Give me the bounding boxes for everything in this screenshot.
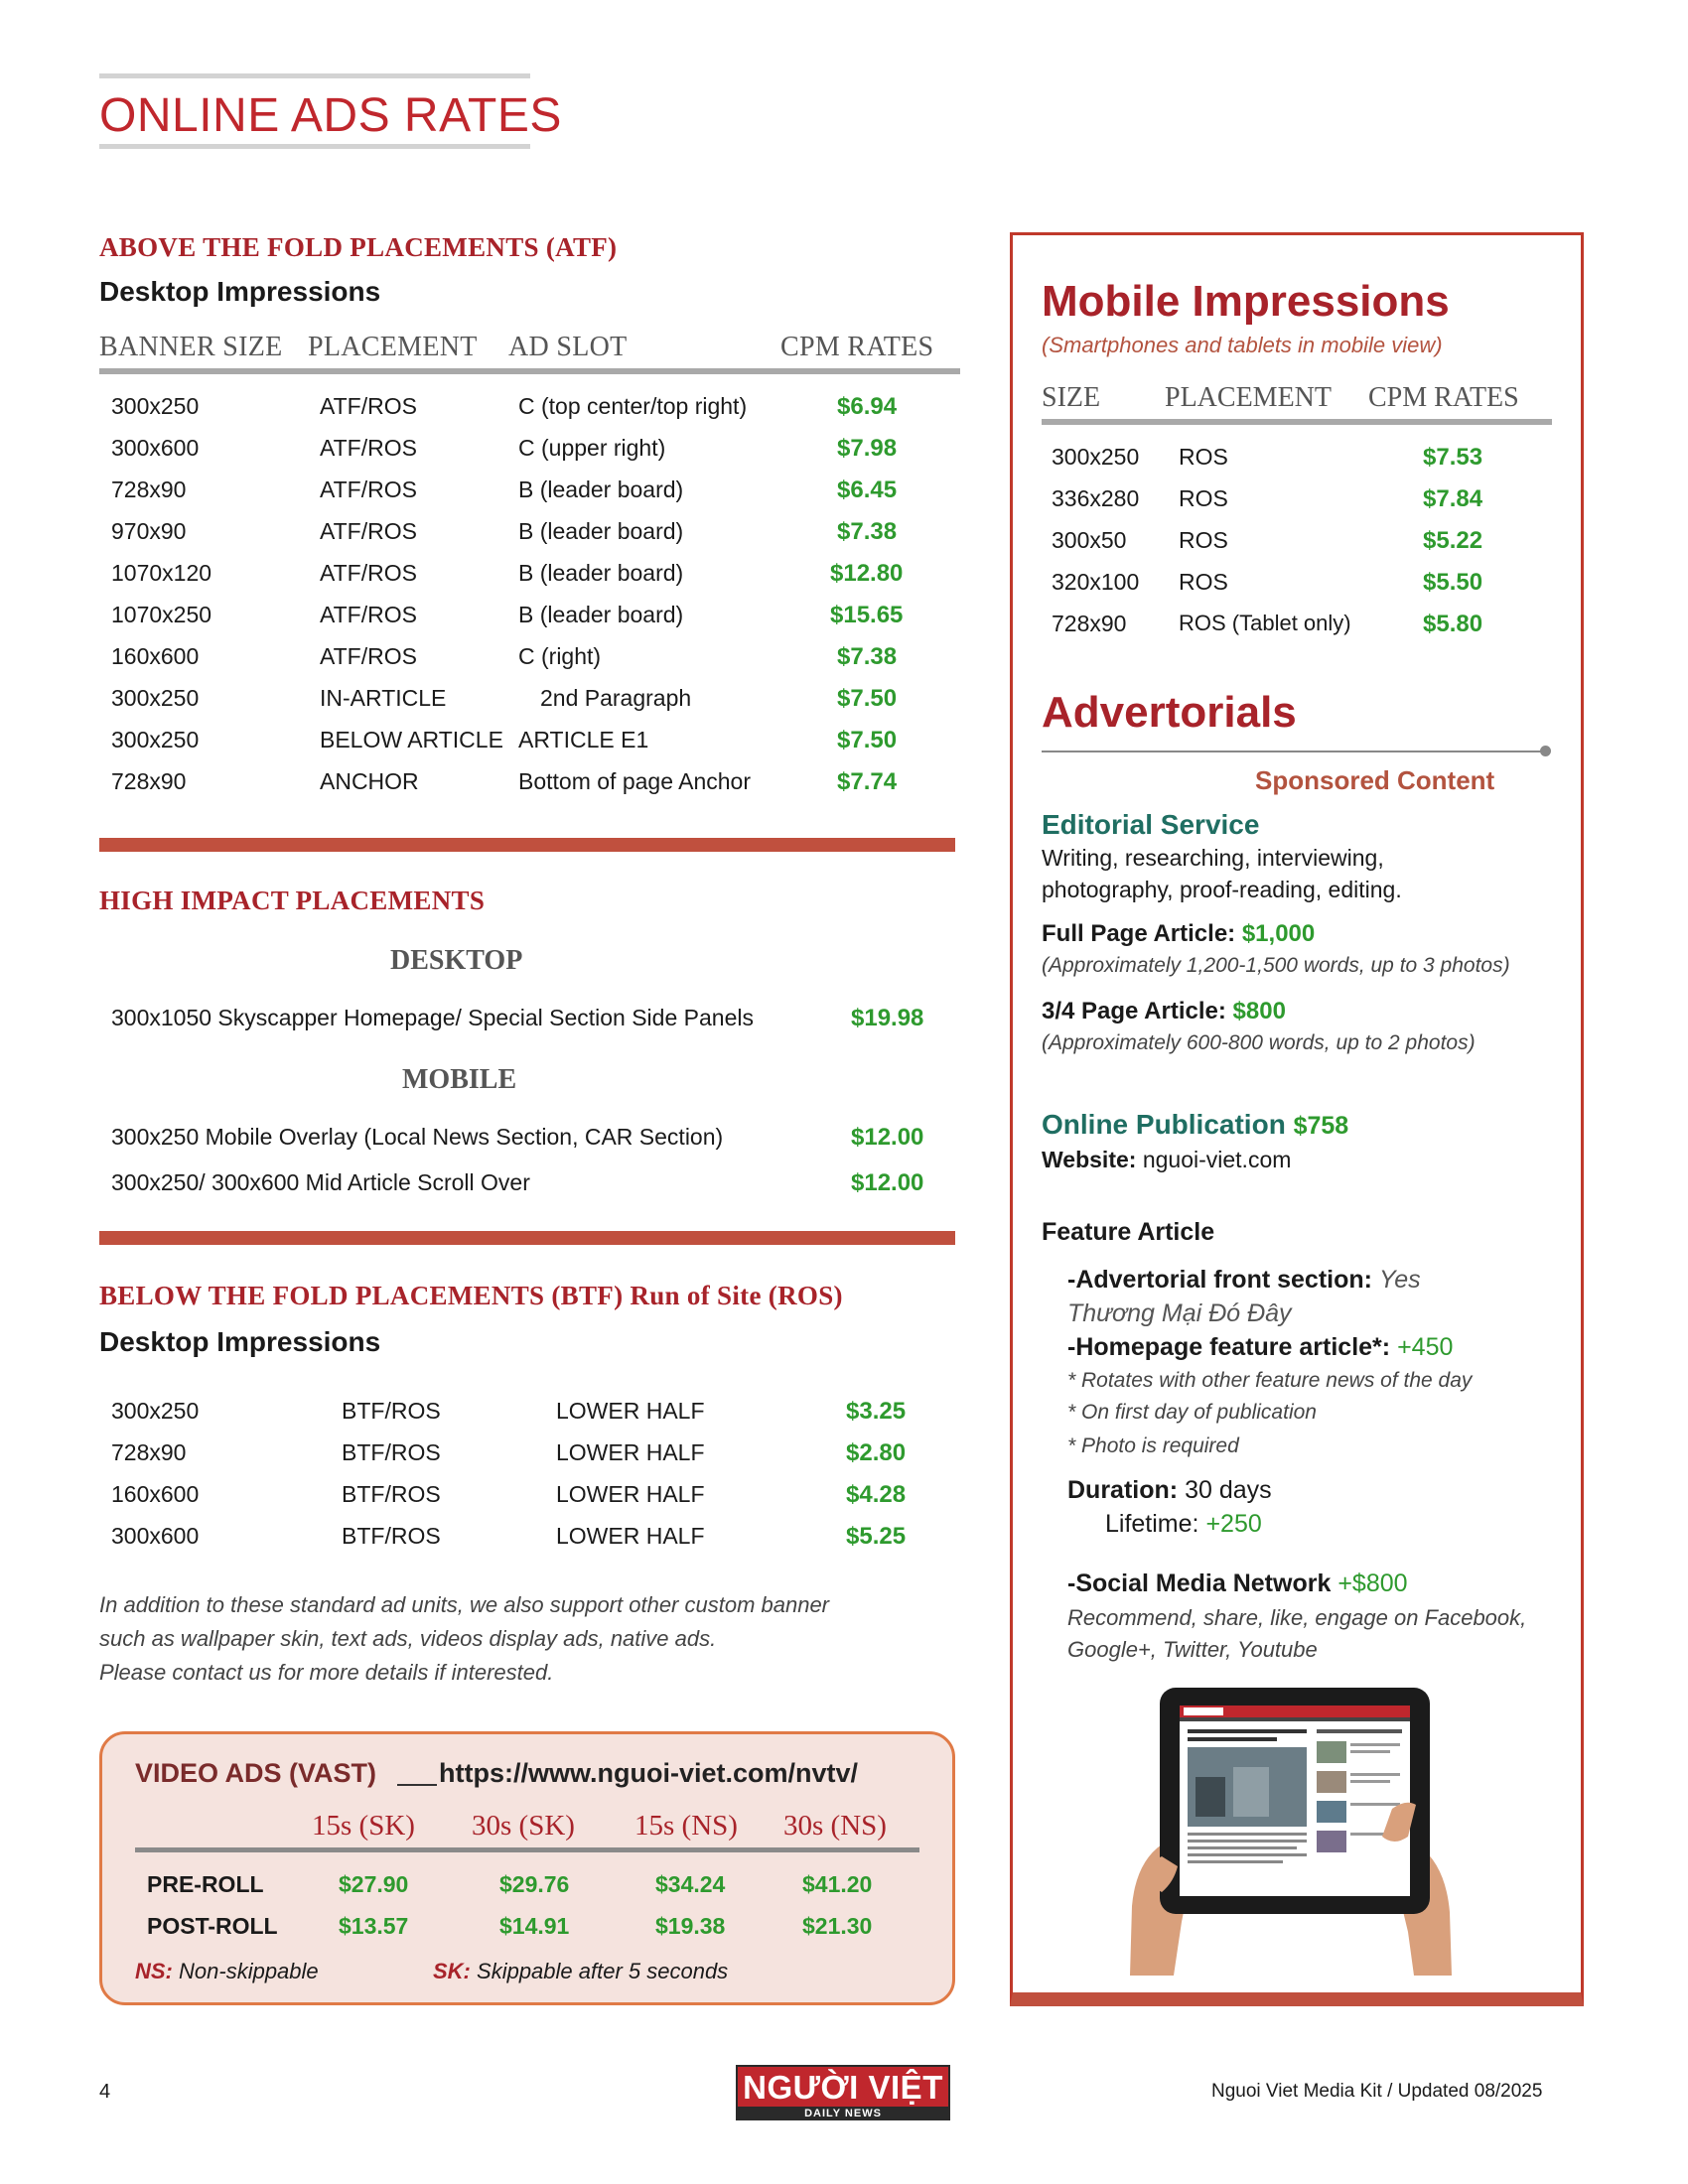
social-line (1067, 1570, 1408, 1598)
placement-cell: BTF/ROS (342, 1398, 441, 1424)
video-col-30s-sk: 30s (SK) (472, 1810, 575, 1842)
full-page-label: Full Page Article: (1042, 920, 1236, 947)
editorial-line: photography, proof-reading, editing. (1042, 877, 1402, 902)
front-section-line (1067, 1266, 1421, 1295)
rate-cell: $5.22 (1423, 527, 1483, 554)
mobile-heading: Mobile Impressions (1042, 277, 1450, 326)
video-col-15s-sk: 15s (SK) (312, 1810, 415, 1842)
placement-cell: 300x250 Mobile Overlay (Local News Section, CAR Section) (111, 1124, 724, 1150)
rate-cell: $12.00 (851, 1124, 924, 1151)
size-cell: 300x50 (1052, 527, 1127, 553)
rate-cell: $7.50 (837, 685, 898, 712)
advertorials-rule (1042, 751, 1543, 752)
table-row (0, 685, 953, 719)
size-cell: 728x90 (111, 768, 187, 794)
placement-cell: BTF/ROS (342, 1523, 441, 1549)
social-note: Google+, Twitter, Youtube (1067, 1637, 1318, 1662)
rate-cell: $41.20 (802, 1871, 873, 1897)
mobile-col-placement: PLACEMENT (1165, 382, 1332, 413)
size-cell: 300x250 (111, 727, 200, 752)
front-value: Yes (1378, 1266, 1421, 1294)
feature-note: * Rotates with other feature news of the day (1067, 1369, 1473, 1392)
social-note: Recommend, share, like, engage on Facebook, (1067, 1605, 1527, 1630)
size-cell: 970x90 (111, 518, 187, 544)
table-row (0, 602, 953, 635)
section-divider (99, 1231, 955, 1245)
table-row (0, 393, 953, 427)
placement-cell: ANCHOR (320, 768, 419, 794)
desktop-label: DESKTOP (390, 945, 523, 976)
table-row (0, 1439, 953, 1473)
rule-end-dot (1540, 746, 1551, 756)
front-label: -Advertorial front section: (1067, 1266, 1372, 1294)
btf-heading: BELOW THE FOLD PLACEMENTS (BTF) Run of Site (ROS) (99, 1281, 843, 1310)
footer-logo (736, 2065, 950, 2120)
slot-cell: LOWER HALF (556, 1439, 705, 1465)
placement-cell: BTF/ROS (342, 1481, 441, 1507)
rate-cell: $5.50 (1423, 569, 1483, 596)
placement-cell: ROS (1179, 569, 1228, 595)
atf-header-rule (99, 368, 960, 374)
postroll-label: POST-ROLL (147, 1913, 278, 1939)
feature-note: * On first day of publication (1067, 1401, 1317, 1424)
rate-cell: $7.74 (837, 768, 898, 795)
rate-cell: $2.80 (846, 1439, 907, 1466)
mobile-col-rates: CPM RATES (1368, 382, 1519, 413)
placement-cell: ATF/ROS (320, 518, 417, 544)
video-ads-box (99, 1731, 955, 2005)
mobile-col-size: SIZE (1042, 382, 1101, 413)
btf-subheading: Desktop Impressions (99, 1326, 381, 1357)
logo-tagline: DAILY NEWS (738, 2107, 948, 2120)
footer-credit: Nguoi Viet Media Kit / Updated 08/2025 (1211, 2081, 1543, 2102)
size-cell: 336x280 (1052, 485, 1140, 511)
placement-cell: ATF/ROS (320, 393, 417, 419)
slot-cell: LOWER HALF (556, 1523, 705, 1549)
online-pub-line (1042, 1109, 1348, 1141)
page-title-frame (99, 73, 562, 149)
table-row (0, 1005, 953, 1038)
full-page-line (1042, 920, 1315, 948)
slot-cell: LOWER HALF (556, 1481, 705, 1507)
rate-cell: $34.24 (655, 1871, 726, 1897)
video-col-15s-ns: 15s (NS) (634, 1810, 738, 1842)
mobile-label: MOBILE (402, 1064, 517, 1095)
placement-cell: ATF/ROS (320, 435, 417, 461)
slot-cell: B (leader board) (518, 602, 684, 627)
placement-cell: ATF/ROS (320, 643, 417, 669)
mobile-header-rule (1042, 419, 1552, 425)
rate-cell: $5.25 (846, 1523, 907, 1550)
placement-cell: ROS (1179, 485, 1228, 511)
editorial-title: Editorial Service (1042, 809, 1260, 840)
feature-title: Feature Article (1042, 1218, 1215, 1246)
size-cell: 300x250 (1052, 444, 1140, 470)
table-row (0, 560, 953, 594)
rate-cell: $7.38 (837, 518, 898, 545)
homepage-line (1067, 1333, 1453, 1362)
btf-note (99, 1588, 829, 1690)
size-cell: 300x250 (111, 393, 200, 419)
slot-cell: Bottom of page Anchor (518, 768, 751, 794)
front-value-2: Thương Mại Đó Đây (1067, 1299, 1292, 1327)
table-row (0, 1523, 953, 1557)
rate-cell: $7.53 (1423, 444, 1483, 471)
placement-cell: BELOW ARTICLE (320, 727, 503, 752)
atf-col-placement: PLACEMENT (308, 332, 478, 362)
atf-subheading: Desktop Impressions (99, 276, 381, 307)
rate-cell: $7.98 (837, 435, 898, 462)
full-page-price: $1,000 (1241, 920, 1316, 947)
table-row (0, 1398, 953, 1432)
slot-cell: C (top center/top right) (518, 393, 748, 419)
section-divider (99, 838, 955, 852)
placement-cell: ROS (1179, 527, 1228, 553)
rate-cell: $12.80 (830, 560, 904, 587)
lifetime-value: +250 (1205, 1510, 1262, 1538)
atf-col-rates: CPM RATES (780, 332, 934, 362)
size-cell: 728x90 (1052, 611, 1127, 636)
size-cell: 1070x120 (111, 560, 212, 586)
three-quarter-note: (Approximately 600-800 words, up to 2 photos) (1042, 1031, 1476, 1054)
slot-cell: 2nd Paragraph (540, 685, 692, 711)
rate-cell: $3.25 (846, 1398, 907, 1425)
table-row (0, 1124, 953, 1158)
online-pub-price: $758 (1293, 1112, 1349, 1140)
three-quarter-price: $800 (1232, 998, 1286, 1024)
placement-cell: ATF/ROS (320, 602, 417, 627)
placement-cell: ATF/ROS (320, 477, 417, 502)
slot-cell: B (leader board) (518, 560, 684, 586)
placement-cell: ROS (Tablet only) (1179, 611, 1351, 635)
url-leader-line (397, 1784, 437, 1786)
ns-text: Non-skippable (179, 1959, 319, 1983)
atf-col-slot: AD SLOT (508, 332, 628, 362)
social-value: +$800 (1337, 1570, 1408, 1597)
video-header-rule (135, 1847, 919, 1852)
lifetime-label: Lifetime: (1105, 1510, 1199, 1538)
size-cell: 728x90 (111, 477, 187, 502)
placement-cell: ROS (1179, 444, 1228, 470)
website-link[interactable]: nguoi-viet.com (1142, 1147, 1292, 1172)
rate-cell: $7.38 (837, 643, 898, 670)
sk-key: SK: (433, 1959, 471, 1983)
size-cell: 728x90 (111, 1439, 187, 1465)
placement-cell: 300x250/ 300x600 Mid Article Scroll Over (111, 1169, 530, 1195)
size-cell: 320x100 (1052, 569, 1140, 595)
tablet-illustration (1122, 1688, 1460, 1976)
size-cell: 300x250 (111, 685, 200, 711)
video-col-30s-ns: 30s (NS) (783, 1810, 887, 1842)
website-label: Website: (1042, 1147, 1137, 1172)
table-row (0, 768, 953, 802)
slot-cell: LOWER HALF (556, 1398, 705, 1424)
table-row (0, 435, 953, 469)
homepage-value: +450 (1397, 1333, 1454, 1361)
three-quarter-label: 3/4 Page Article: (1042, 998, 1226, 1024)
slot-cell: B (leader board) (518, 477, 684, 502)
table-row (0, 643, 953, 677)
rate-cell: $29.76 (499, 1871, 570, 1897)
rate-cell: $27.90 (339, 1871, 409, 1897)
rate-cell: $13.57 (339, 1913, 409, 1939)
video-url-link[interactable]: https://www.nguoi-viet.com/nvtv/ (439, 1758, 859, 1788)
sk-text: Skippable after 5 seconds (477, 1959, 729, 1983)
atf-heading: ABOVE THE FOLD PLACEMENTS (ATF) (99, 232, 618, 262)
website-line (1042, 1147, 1291, 1173)
note-line: In addition to these standard ad units, we also support other custom banner (99, 1592, 830, 1617)
rate-cell: $7.50 (837, 727, 898, 753)
slot-cell: ARTICLE E1 (518, 727, 649, 752)
rate-cell: $19.98 (851, 1005, 924, 1031)
ns-legend (135, 1959, 319, 1984)
placement-cell: 300x1050 Skyscapper Homepage/ Special Section Side Panels (111, 1005, 754, 1030)
page-title: ONLINE ADS RATES (99, 89, 562, 142)
atf-col-size: BANNER SIZE (99, 332, 283, 362)
online-pub-title: Online Publication (1042, 1109, 1286, 1140)
note-line: such as wallpaper skin, text ads, videos display ads, native ads. (99, 1626, 717, 1651)
size-cell: 160x600 (111, 1481, 200, 1507)
high-impact-heading: HIGH IMPACT PLACEMENTS (99, 886, 486, 915)
placement-cell: ATF/ROS (320, 560, 417, 586)
advertorials-heading: Advertorials (1042, 688, 1297, 737)
logo-wordmark: NGƯỜI VIỆT (743, 2069, 943, 2106)
duration-label: Duration: (1067, 1476, 1179, 1504)
table-row (0, 1481, 953, 1515)
sk-legend (433, 1959, 728, 1984)
table-row (0, 477, 953, 510)
rate-cell: $6.94 (837, 393, 898, 420)
page-number: 4 (99, 2081, 111, 2103)
size-cell: 160x600 (111, 643, 200, 669)
duration-value: 30 days (1185, 1476, 1272, 1504)
social-label: -Social Media Network (1067, 1570, 1332, 1597)
slot-cell: C (upper right) (518, 435, 666, 461)
table-row (0, 727, 953, 760)
rate-cell: $5.80 (1423, 611, 1483, 637)
rate-cell: $6.45 (837, 477, 898, 503)
sponsored-label: Sponsored Content (1255, 765, 1495, 795)
size-cell: 300x600 (111, 435, 200, 461)
homepage-label: -Homepage feature article*: (1067, 1333, 1391, 1361)
three-quarter-line (1042, 998, 1286, 1025)
feature-note: * Photo is required (1067, 1434, 1239, 1457)
table-row (0, 1169, 953, 1203)
rate-cell: $19.38 (655, 1913, 726, 1939)
duration-line (1067, 1476, 1272, 1505)
table-row (0, 518, 953, 552)
preroll-label: PRE-ROLL (147, 1871, 264, 1897)
tablet-hands-image (1122, 1688, 1460, 1976)
size-cell: 1070x250 (111, 602, 212, 627)
full-page-note: (Approximately 1,200-1,500 words, up to 3 photos) (1042, 954, 1510, 977)
mobile-subheading: (Smartphones and tablets in mobile view) (1042, 333, 1443, 357)
rate-cell: $14.91 (499, 1913, 570, 1939)
note-line: Please contact us for more details if interested. (99, 1660, 554, 1685)
rate-cell: $15.65 (830, 602, 904, 628)
size-cell: 300x250 (111, 1398, 200, 1424)
editorial-line: Writing, researching, interviewing, (1042, 845, 1384, 871)
video-title: VIDEO ADS (VAST) (135, 1758, 377, 1788)
rate-cell: $21.30 (802, 1913, 873, 1939)
slot-cell: C (right) (518, 643, 602, 669)
ns-key: NS: (135, 1959, 173, 1983)
lifetime-line (1105, 1510, 1262, 1539)
size-cell: 300x600 (111, 1523, 200, 1549)
placement-cell: BTF/ROS (342, 1439, 441, 1465)
slot-cell: B (leader board) (518, 518, 684, 544)
rate-cell: $4.28 (846, 1481, 907, 1508)
rate-cell: $12.00 (851, 1169, 924, 1196)
placement-cell: IN-ARTICLE (320, 685, 447, 711)
rate-cell: $7.84 (1423, 485, 1483, 512)
